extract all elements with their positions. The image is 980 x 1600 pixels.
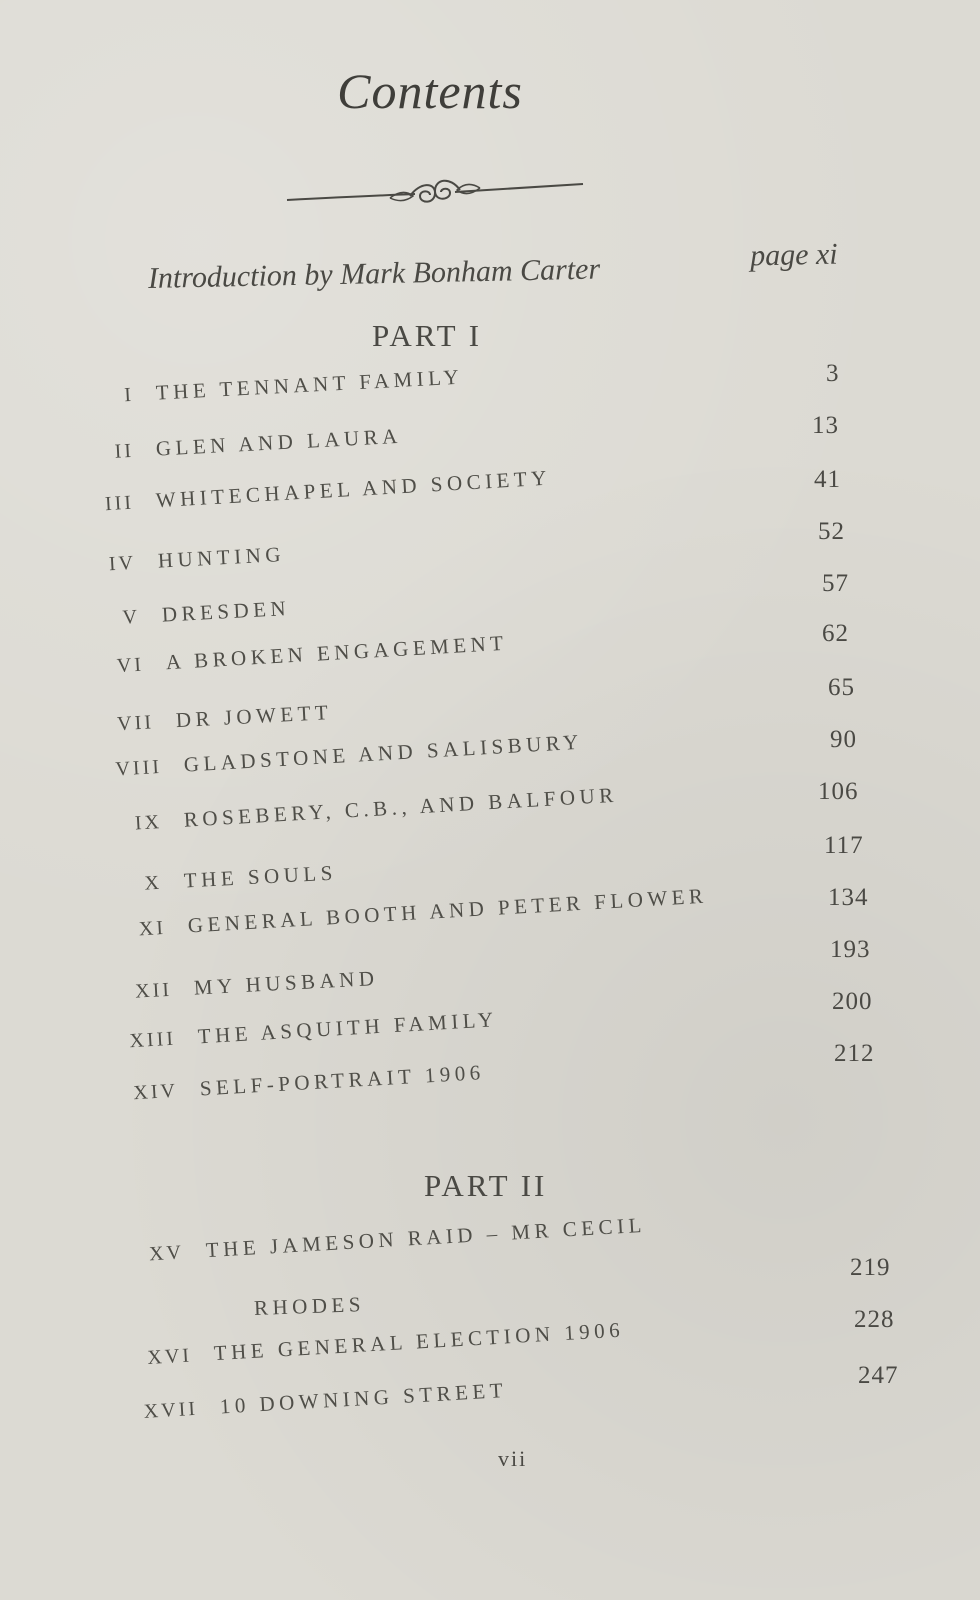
chapter-title: GENERAL BOOTH AND PETER FLOWER (187, 883, 709, 938)
ornament-flourish-icon (285, 176, 585, 216)
chapter-title: 10 DOWNING STREET (219, 1377, 508, 1419)
chapter-title: THE JAMESON RAID – MR CECIL (205, 1212, 647, 1263)
chapter-entry[interactable] (103, 1060, 485, 1107)
chapter-page-number: 13 (812, 412, 839, 439)
chapter-page-number: 200 (832, 988, 873, 1015)
chapter-entry[interactable] (101, 700, 333, 737)
chapter-title: SELF-PORTRAIT 1906 (199, 1060, 486, 1101)
chapter-title: MY HUSBAND (193, 965, 380, 1000)
chapter-page-number: 134 (828, 884, 869, 911)
chapter-title-continued: RHODES (253, 1292, 366, 1320)
chapter-page-number: 57 (822, 570, 849, 597)
chapter-numeral: XIII (128, 1027, 177, 1053)
chapter-numeral: XII (134, 978, 173, 1003)
chapter-title: HUNTING (157, 542, 286, 573)
chapter-numeral: V (121, 605, 141, 629)
chapter-title: ROSEBERY, C.B., AND BALFOUR (183, 782, 619, 832)
chapter-title: THE ASQUITH FAMILY (197, 1007, 499, 1049)
chapter-page-number: 247 (858, 1362, 899, 1389)
chapter-entry[interactable] (101, 631, 508, 679)
introduction-label: Introduction by Mark Bonham Carter (147, 252, 601, 295)
introduction-entry[interactable] (147, 237, 839, 296)
chapter-page-number: 41 (814, 466, 841, 493)
chapter-title: THE SOULS (183, 860, 338, 893)
chapter-entry[interactable] (117, 861, 337, 897)
chapter-numeral: IX (134, 811, 163, 835)
chapter-page-number: 193 (830, 936, 871, 963)
chapter-title: WHITECHAPEL AND SOCIETY (155, 465, 552, 513)
chapter-numeral: VI (116, 653, 145, 678)
chapter-numeral: III (104, 491, 135, 516)
chapter-numeral: II (114, 439, 135, 463)
chapter-entry[interactable] (91, 466, 551, 517)
chapter-title: GLEN AND LAURA (155, 423, 403, 461)
chapter-numeral: XVII (143, 1397, 199, 1423)
chapter-entry[interactable] (89, 730, 583, 783)
chapter-page-number: 52 (818, 518, 845, 545)
chapter-page-number: 62 (822, 620, 849, 647)
chapter-page-number: 117 (824, 832, 864, 859)
chapter-numeral: XVI (146, 1344, 193, 1369)
chapter-page-number: 90 (830, 726, 857, 753)
chapter-numeral: X (143, 871, 163, 895)
chapter-numeral: I (123, 383, 135, 407)
chapter-entry[interactable] (99, 1007, 498, 1055)
chapter-title: DR JOWETT (175, 699, 333, 733)
chapter-entry[interactable] (91, 424, 402, 465)
chapter-page-number: 65 (828, 674, 855, 701)
chapter-title: GLADSTONE AND SALISBURY (183, 729, 584, 777)
chapter-entry[interactable] (123, 1378, 507, 1425)
chapter-numeral: VIII (114, 755, 163, 781)
chapter-title: THE GENERAL ELECTION 1906 (213, 1317, 625, 1366)
chapter-entry[interactable] (97, 596, 290, 631)
chapter-entry[interactable] (93, 542, 285, 577)
chapter-entry[interactable] (109, 966, 379, 1005)
chapter-numeral: XI (138, 916, 167, 941)
chapter-title: THE TENNANT FAMILY (155, 364, 464, 405)
chapter-title: DRESDEN (161, 595, 291, 627)
chapter-page-number: 106 (818, 778, 859, 805)
chapter-entry[interactable] (91, 365, 463, 409)
part-1-heading: PART I (372, 318, 483, 353)
chapter-page-number: 228 (854, 1306, 895, 1333)
chapter-entry[interactable] (129, 1318, 625, 1371)
chapter-numeral: XV (148, 1241, 185, 1266)
part-2-heading: PART II (424, 1168, 548, 1203)
page-folio: vii (498, 1446, 528, 1471)
introduction-page: page xi (749, 237, 838, 273)
chapter-entry[interactable] (109, 783, 618, 837)
chapter-title: A BROKEN ENGAGEMENT (165, 630, 509, 675)
chapter-numeral: IV (108, 551, 137, 576)
chapter-entry[interactable] (137, 1213, 646, 1267)
page-title: Contents (337, 63, 523, 119)
chapter-page-number: 219 (850, 1254, 891, 1281)
chapter-page-number: 212 (834, 1040, 875, 1067)
chapter-numeral: XIV (132, 1079, 179, 1105)
chapter-page-number: 3 (826, 360, 840, 387)
chapter-numeral: VII (116, 711, 155, 736)
